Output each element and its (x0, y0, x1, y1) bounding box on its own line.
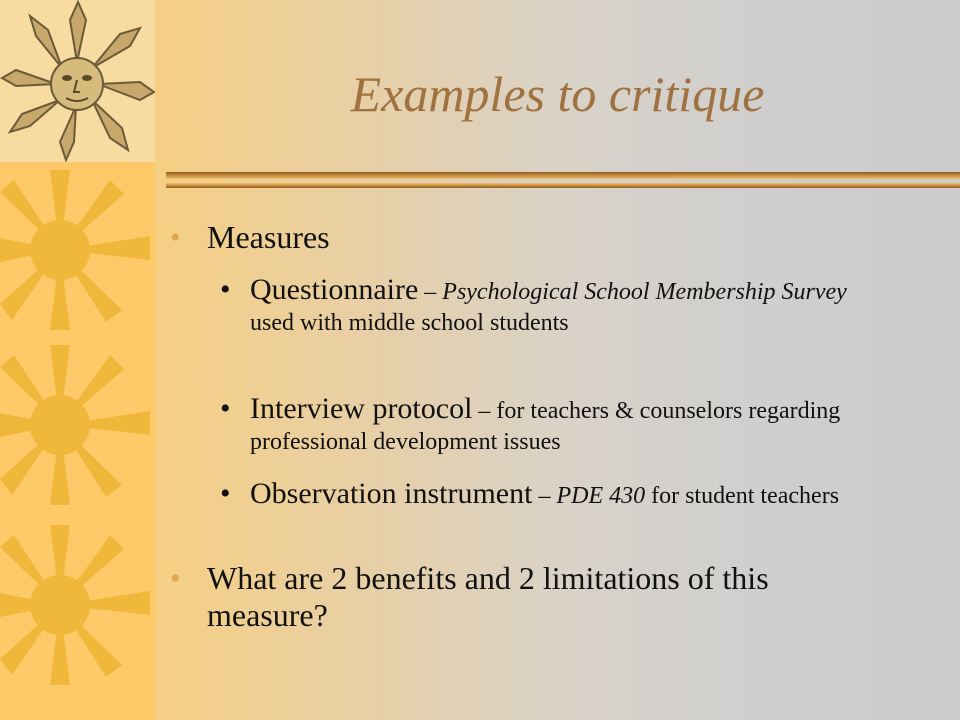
sun-face-icon (0, 0, 155, 162)
left-decoration-strip (0, 0, 155, 720)
slide-title: Examples to critique (350, 66, 765, 122)
sub-bullet-marker: • (220, 273, 231, 306)
sun-icon (0, 170, 155, 330)
sub-bullet-observation: Observation instrument – PDE 430 for student teachers (250, 477, 840, 510)
bullet-marker: • (170, 562, 181, 595)
sub-bullet-marker: • (220, 392, 231, 425)
sub-bullet-marker: • (220, 477, 231, 510)
sun-icon (0, 525, 155, 685)
sun-face-tile (0, 0, 155, 162)
sub-bullet-interview: Interview protocol – for teachers & counselors regarding professional development issues (250, 392, 841, 455)
sun-icon (0, 345, 155, 505)
sub-bullet-questionnaire: Questionnaire – Psychological School Membership Survey used with middle school students (250, 273, 847, 336)
title-divider-thick (166, 172, 960, 179)
bullet-marker: • (170, 221, 181, 254)
title-divider-thin (166, 183, 960, 188)
bullet-question: What are 2 benefits and 2 limitations of this measure? (207, 560, 769, 633)
bullet-measures: Measures (207, 219, 330, 255)
